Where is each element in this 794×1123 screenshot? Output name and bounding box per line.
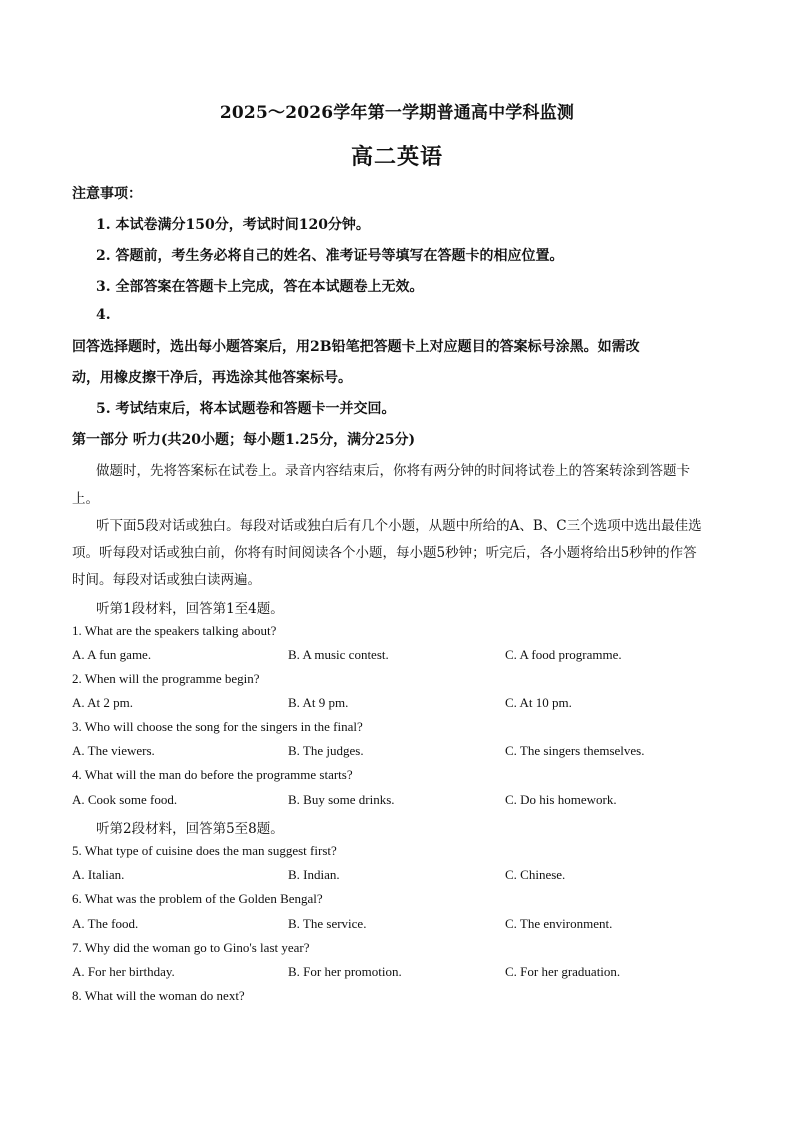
question-1-option-a: A. A fun game. [72,647,152,662]
question-7: 7. Why did the woman go to Gino's last year? [72,940,310,955]
question-5-option-a: A. Italian. [72,867,125,882]
notice-item-4-number: 4. [96,307,111,323]
exam-title: 2025～2026学年第一学期普通高中学科监测 [219,103,575,123]
notice-item-3: 3. 全部答案在答题卡上完成，答在本试题卷上无效。 [96,279,424,295]
question-4-option-b: B. Buy some drinks. [288,792,395,807]
question-7-option-b: B. For her promotion. [288,964,402,979]
question-5-option-b: B. Indian. [288,867,340,882]
question-5-option-c: C. Chinese. [505,867,566,882]
part1-intro-2-line-2: 项。听每段对话或独白前，你将有时间阅读各个小题，每小题5秒钟；听完后，各小题将给出5秒钟的作答 [72,545,697,561]
question-3: 3. Who will choose the song for the singers in the final? [72,719,363,734]
part1-heading: 第一部分 听力(共20小题；每小题1.25分，满分25分) [72,432,416,448]
question-6-option-a: A. The food. [72,916,139,931]
question-6-option-b: B. The service. [288,916,367,931]
question-2-option-b: B. At 9 pm. [288,695,349,710]
part1-intro-2-line-1: 听下面5段对话或独白。每段对话或独白后有几个小题，从题中所给的A、B、C三个选项中选出最佳选 [96,518,702,534]
question-2: 2. When will the programme begin? [72,671,260,686]
question-6: 6. What was the problem of the Golden Bengal? [72,891,323,906]
question-2-option-a: A. At 2 pm. [72,695,134,710]
part1-intro-1-line-2: 上。 [72,491,99,507]
question-1-option-c: C. A food programme. [505,647,622,662]
question-2-option-c: C. At 10 pm. [505,695,572,710]
question-7-option-a: A. For her birthday. [72,964,175,979]
notice-item-5: 5. 考试结束后，将本试题卷和答题卡一并交回。 [96,401,396,417]
notice-item-4-line-2: 动，用橡皮擦干净后，再选涂其他答案标号。 [72,370,352,386]
question-4-option-a: A. Cook some food. [72,792,178,807]
question-4-option-c: C. Do his homework. [505,792,617,807]
question-1: 1. What are the speakers talking about? [72,623,277,638]
question-5: 5. What type of cuisine does the man suggest first? [72,843,337,858]
question-3-option-b: B. The judges. [288,743,364,758]
subject-title: 高二英语 [350,144,443,170]
question-6-option-c: C. The environment. [505,916,613,931]
question-7-option-c: C. For her graduation. [505,964,621,979]
notice-item-2: 2. 答题前，考生务必将自己的姓名、准考证号等填写在答题卡的相应位置。 [96,248,564,264]
question-3-option-c: C. The singers themselves. [505,743,645,758]
part1-intro-2-line-3: 时间。每段对话或独白读两遍。 [72,572,261,588]
section-1-instruction: 听第1段材料，回答第1至4题。 [96,601,284,617]
question-4: 4. What will the man do before the programme starts? [72,767,353,782]
section-2-instruction: 听第2段材料，回答第5至8题。 [96,821,284,837]
question-3-option-a: A. The viewers. [72,743,155,758]
question-8: 8. What will the woman do next? [72,988,245,1003]
part1-intro-1-line-1: 做题时，先将答案标在试卷上。录音内容结束后，你将有两分钟的时间将试卷上的答案转涂到答题卡 [96,463,690,479]
notice-item-1: 1. 本试卷满分150分，考试时间120分钟。 [96,217,370,233]
notice-item-4-line-1: 回答选择题时，选出每小题答案后，用2B铅笔把答题卡上对应题目的答案标号涂黑。如需改 [72,339,640,355]
question-1-option-b: B. A music contest. [288,647,389,662]
notice-heading: 注意事项： [72,186,142,202]
